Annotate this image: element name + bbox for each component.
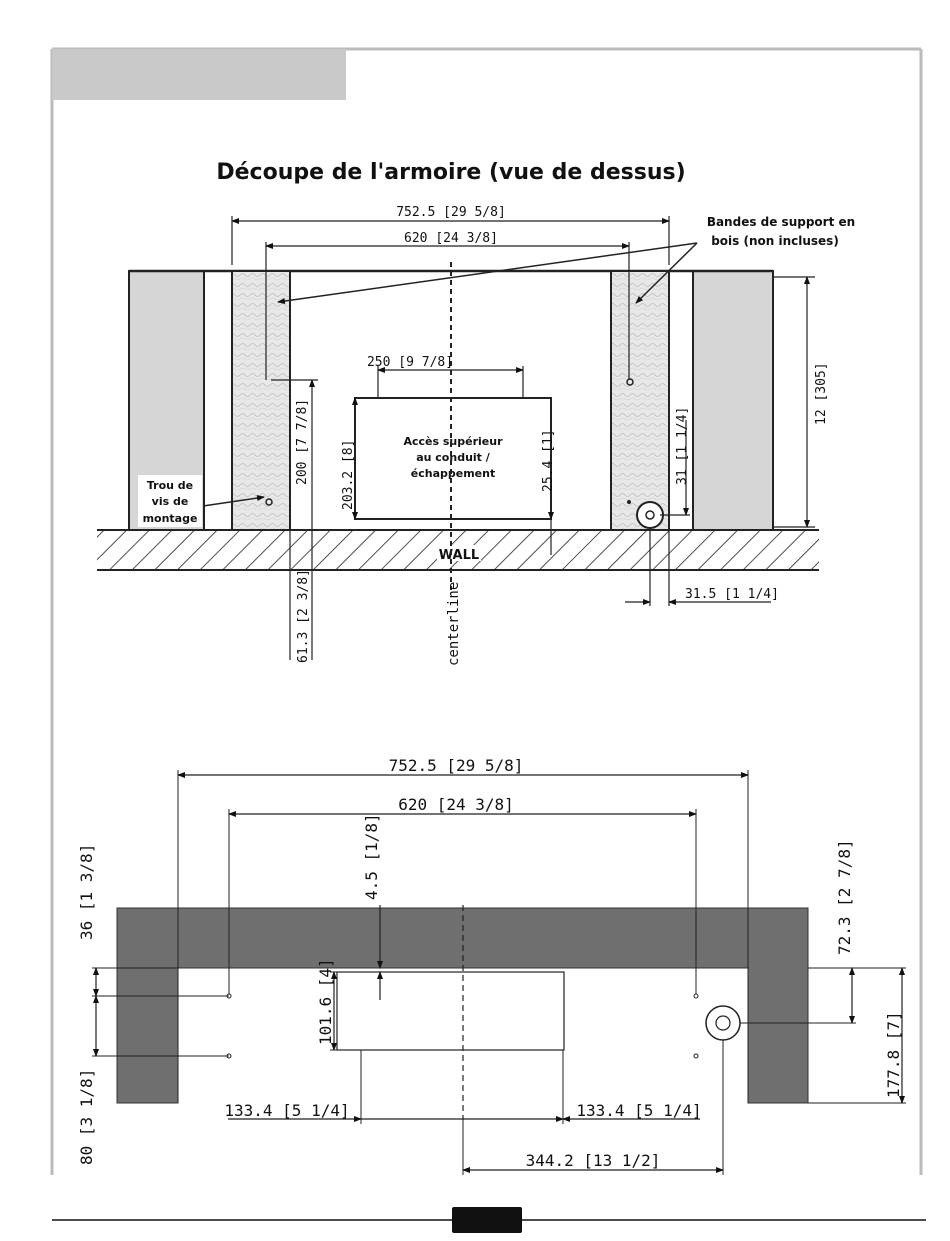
screw-hole-right-lower [694,1054,698,1058]
diagram-title: Découpe de l'armoire (vue de dessus) [216,160,686,185]
right-side-panel [693,271,773,530]
bottom-left-lower: 80 [3 1/8] [77,1068,96,1165]
support-strips-label-line2: bois (non incluses) [711,234,839,248]
top-access-depth: 203.2 [8] [341,439,356,510]
bottom-gap: 4.5 [1/8] [362,813,381,900]
top-vent-offset: 31.5 [1 1/4] [685,587,779,602]
footer [52,1207,926,1233]
vent-circle [637,502,663,528]
top-depth: 12 [305] [814,362,829,425]
top-access-from-wall: 25.4 [1] [541,429,556,492]
bottom-view [77,756,906,1175]
bottom-right-upper: 72.3 [2 7/8] [835,839,854,955]
top-access-width: 250 [9 7/8] [366,355,454,370]
right-wood-strip [611,271,669,530]
screw-hole-label-line1: Trou de [146,479,194,492]
wall-label: WALL [438,548,480,563]
screw-hole-right-upper [694,994,698,998]
support-strips-label-line1: Bandes de support en [706,215,856,229]
bottom-left-offset: 133.4 [5 1/4] [224,1101,350,1120]
bottom-overall-width: 752.5 [29 5/8] [388,756,524,775]
screw-hole-label-line3: montage [142,512,198,525]
footer-page-tab [452,1207,522,1233]
screw-hole-label-line2: vis de [151,495,189,508]
top-hole-from-wall: 200 [7 7/8] [295,398,310,485]
top-strip-offset: 61.3 [2 3/8] [296,569,311,663]
bottom-inner-width: 620 [24 3/8] [398,795,514,814]
bottom-access-rect [337,972,564,1050]
access-label-line2: au conduit / [416,451,490,464]
access-label-line1: Accès supérieur [403,435,503,448]
bottom-vent-circle [706,1006,740,1040]
left-wood-strip [232,271,290,530]
top-inner-width: 620 [24 3/8] [404,231,498,246]
access-label-line3: échappement [410,467,496,480]
bottom-left-upper: 36 [1 3/8] [77,843,96,940]
header-bar [52,49,346,100]
bottom-vent-offset: 344.2 [13 1/2] [525,1151,661,1170]
bottom-access-depth: 101.6 [4] [316,958,335,1045]
bottom-right-lower: 177.8 [7] [884,1011,903,1098]
bottom-right-offset: 133.4 [5 1/4] [576,1101,702,1120]
centerline-label: centerline [446,581,462,666]
top-overall-width: 752.5 [29 5/8] [396,205,506,220]
top-view [97,205,855,666]
top-vent-from-wall: 31 [1 1/4] [675,406,690,485]
